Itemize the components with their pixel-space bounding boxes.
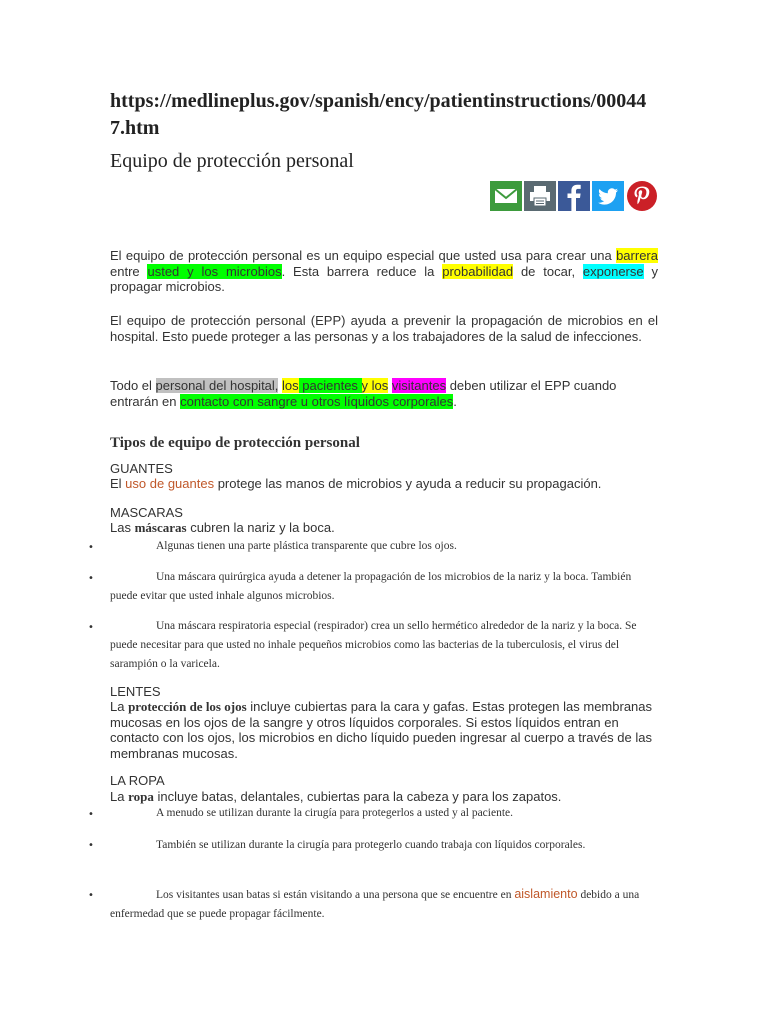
list-item: A menudo se utilizan durante la cirugía para protegerlos a usted y al paciente. — [156, 807, 514, 819]
highlight-personal: personal del hospital, — [155, 378, 279, 393]
facebook-icon[interactable] — [558, 181, 590, 211]
ropa-text: La ropa incluye batas, delantales, cubiertas para la cabeza y para los zapatos. — [110, 789, 562, 804]
print-icon[interactable] — [524, 181, 556, 211]
section-title: Tipos de equipo de protección personal — [110, 435, 360, 451]
guantes-text: El uso de guantes protege las manos de microbios y ayuda a reducir su propagación. — [110, 476, 602, 491]
bullet-marker: • — [88, 573, 94, 584]
url-heading: https://medlineplus.gov/spanish/ency/patientinstructions/000447.htm — [110, 90, 647, 139]
highlight-los: los — [282, 378, 299, 393]
intro-paragraph: El equipo de protección personal es un equipo especial que usted usa para crear una barrera entre usted y los microbios. Esta barrera reduce la probabilidad de tocar, exponerse y propagar microbios. — [110, 248, 658, 294]
pinterest-icon[interactable] — [626, 181, 658, 211]
highlight-y-los: y los — [361, 378, 389, 393]
bullet-marker: • — [88, 809, 94, 820]
email-icon[interactable] — [490, 181, 522, 211]
mascaras-text: Las máscaras cubren la nariz y la boca. — [110, 520, 335, 535]
bullet-marker: • — [88, 890, 94, 901]
guantes-heading: GUANTES — [110, 461, 173, 476]
aislamiento-link[interactable]: aislamiento — [514, 887, 578, 901]
highlight-pacientes: pacientes — [298, 378, 362, 393]
highlight-barrera: barrera — [616, 248, 658, 263]
epp-paragraph: El equipo de protección personal (EPP) ayuda a prevenir la propagación de microbios en el hospital. Esto puede proteger a las personas y a los trabajadores de la salud de infecciones. — [110, 313, 658, 344]
list-item: Una máscara respiratoria especial (respirador) crea un sello hermético alrededor de la nariz y la boca. Se puede necesitar para que usted no inhale pequeños microbios como las bacterias de la tuberculosis, el virus del sarampión o la varicela. — [110, 620, 637, 670]
page-title: Equipo de protección personal — [110, 150, 354, 172]
highlight-exponerse: exponerse — [582, 263, 644, 279]
lentes-heading: LENTES — [110, 684, 161, 699]
bullet-marker: • — [88, 622, 94, 633]
twitter-icon[interactable] — [592, 181, 624, 211]
share-toolbar — [490, 181, 658, 211]
list-item: Los visitantes usan batas si están visitando a una persona que se encuentre en aislamiento debido a una enfermedad que se puede propagar fácilmente. — [110, 887, 640, 920]
who-paragraph: Todo el personal del hospital, los pacientes y los visitantes deben utilizar el EPP cuando entrarán en contacto con sangre u otros líquidos corporales. — [110, 378, 617, 409]
highlight-usted-microbios: usted y los microbios — [147, 263, 282, 279]
guantes-link[interactable]: uso de guantes — [125, 476, 215, 491]
mascaras-heading: MASCARAS — [110, 505, 183, 520]
bullet-marker: • — [88, 542, 94, 553]
list-item: Una máscara quirúrgica ayuda a detener la propagación de los microbios de la nariz y la boca. También puede evitar que usted inhale algunos microbios. — [110, 571, 632, 602]
highlight-contacto: contacto con sangre u otros líquidos corporales — [180, 393, 454, 409]
list-item: Algunas tienen una parte plástica transparente que cubre los ojos. — [156, 540, 457, 552]
highlight-visitantes: visitantes — [391, 378, 447, 393]
bullet-marker: • — [88, 840, 94, 851]
list-item: También se utilizan durante la cirugía para protegerlo cuando trabaja con líquidos corporales. — [156, 839, 586, 851]
highlight-probabilidad: probabilidad — [442, 263, 514, 279]
ropa-heading: LA ROPA — [110, 773, 165, 788]
lentes-text: La protección de los ojos incluye cubiertas para la cara y gafas. Estas protegen las membranas mucosas en los ojos de la sangre y otros líquidos corporales. Si estos líquidos entran en contacto con los ojos, los microbios en dicho líquido pueden ingresar al cuerpo a través de las membranas mucosas. — [110, 699, 653, 761]
